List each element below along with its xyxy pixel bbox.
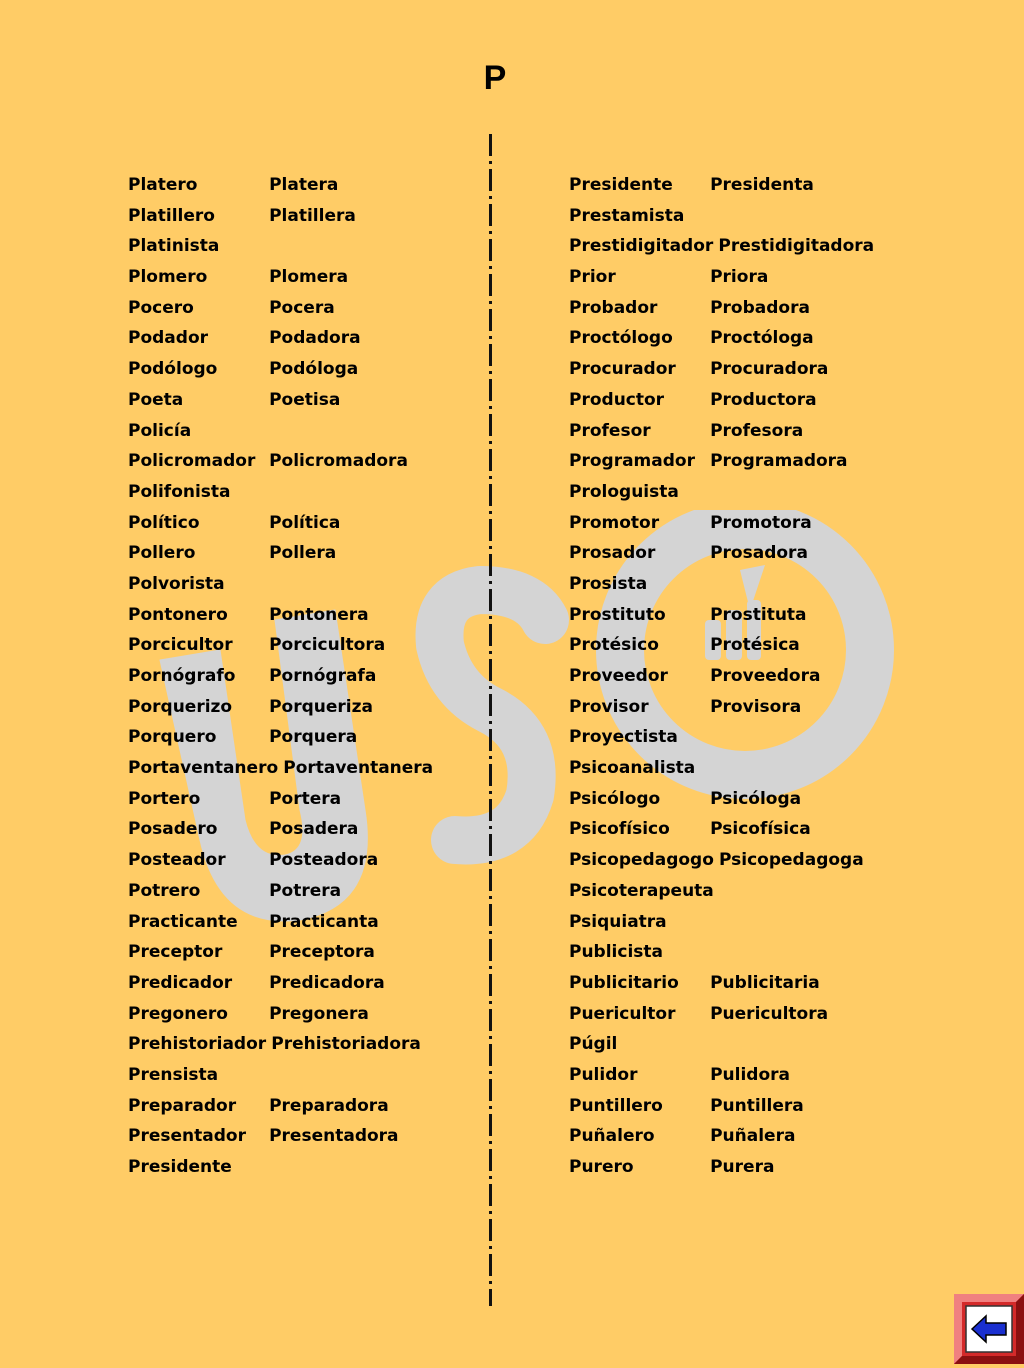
occupation-row xyxy=(569,876,874,907)
occupation-row xyxy=(128,262,433,293)
masculine-form: Platillero xyxy=(128,205,215,226)
masculine-form: Proyectista xyxy=(569,727,678,748)
masculine-form: Prehistoriador xyxy=(128,1034,267,1055)
feminine-form: Platillera xyxy=(269,205,356,226)
left-occupation-column xyxy=(128,170,433,1183)
occupation-row xyxy=(569,354,874,385)
masculine-form: Provisor xyxy=(569,696,649,717)
masculine-form: Psicólogo xyxy=(569,788,661,809)
feminine-form: Psicóloga xyxy=(710,788,802,809)
occupation-row xyxy=(569,1029,874,1060)
occupation-row xyxy=(128,845,433,876)
masculine-form: Pontonero xyxy=(128,604,228,625)
feminine-form: Programadora xyxy=(710,451,848,472)
masculine-form: Proveedor xyxy=(569,666,668,686)
feminine-form: Preceptora xyxy=(269,942,375,963)
feminine-form: Pollera xyxy=(269,543,337,564)
masculine-form: Productor xyxy=(569,389,665,410)
occupation-row xyxy=(128,1060,433,1091)
feminine-form: Practicanta xyxy=(269,911,379,932)
occupation-row xyxy=(569,446,874,477)
masculine-form: Porquero xyxy=(128,727,217,748)
masculine-form: Puericultor xyxy=(569,1003,676,1024)
feminine-form: Publicitaria xyxy=(710,972,820,993)
logo-letter-s xyxy=(440,590,546,840)
masculine-form: Podólogo xyxy=(128,359,218,380)
occupation-row xyxy=(128,753,433,784)
occupation-row xyxy=(569,1152,874,1183)
occupation-row xyxy=(569,1091,874,1122)
masculine-form: Presentador xyxy=(128,1126,246,1147)
masculine-form: Prosador xyxy=(569,543,656,564)
occupation-row xyxy=(569,477,874,508)
occupation-row xyxy=(128,354,433,385)
occupation-row xyxy=(128,323,433,354)
occupation-row xyxy=(569,262,874,293)
masculine-form: Purero xyxy=(569,1157,634,1177)
feminine-form: Presentadora xyxy=(269,1126,399,1147)
feminine-form: Potrera xyxy=(269,880,342,901)
masculine-form: Psicoanalista xyxy=(569,758,696,779)
feminine-form: Portera xyxy=(269,788,342,809)
feminine-form: Probadora xyxy=(710,297,810,318)
occupation-row xyxy=(569,508,874,539)
feminine-form: Procuradora xyxy=(710,359,829,380)
feminine-form: Puntillera xyxy=(710,1095,804,1116)
occupation-row xyxy=(569,201,874,232)
feminine-form: Pontonera xyxy=(269,604,369,625)
occupation-row xyxy=(569,1121,874,1152)
feminine-form: Portaventanera xyxy=(283,758,434,779)
feminine-form: Pornógrafa xyxy=(269,666,377,686)
feminine-form: Profesora xyxy=(710,420,804,441)
masculine-form: Prestamista xyxy=(569,205,685,226)
masculine-form: Prosista xyxy=(569,573,648,594)
masculine-form: Presidente xyxy=(569,175,673,195)
feminine-form: Platera xyxy=(269,175,339,195)
feminine-form: Predicadora xyxy=(269,972,385,993)
occupation-row xyxy=(569,661,874,692)
feminine-form: Protésica xyxy=(710,635,800,656)
masculine-form: Psicoterapeuta xyxy=(569,880,714,901)
occupation-row xyxy=(569,1060,874,1091)
masculine-form: Pocero xyxy=(128,297,194,318)
occupation-row xyxy=(128,385,433,416)
feminine-form: Prestidigitadora xyxy=(718,236,875,257)
feminine-form: Porqueriza xyxy=(269,696,373,717)
occupation-row xyxy=(569,600,874,631)
occupation-row xyxy=(128,416,433,447)
masculine-form: Posteador xyxy=(128,850,226,871)
occupation-row xyxy=(569,937,874,968)
masculine-form: Prologuista xyxy=(569,481,679,502)
back-button[interactable] xyxy=(954,1294,1024,1364)
masculine-form: Psiquiatra xyxy=(569,911,667,932)
occupation-row xyxy=(128,600,433,631)
feminine-form: Provisora xyxy=(710,696,802,717)
occupation-row xyxy=(128,1152,433,1183)
feminine-form: Promotora xyxy=(710,512,812,533)
occupation-row xyxy=(128,446,433,477)
feminine-form: Proctóloga xyxy=(710,328,814,349)
occupation-row xyxy=(569,784,874,815)
occupation-row xyxy=(128,999,433,1030)
masculine-form: Predicador xyxy=(128,972,233,993)
masculine-form: Porcicultor xyxy=(128,635,233,656)
masculine-form: Practicante xyxy=(128,911,238,932)
occupation-row xyxy=(569,416,874,447)
masculine-form: Pollero xyxy=(128,543,196,564)
masculine-form: Porquerizo xyxy=(128,696,233,717)
back-arrow-icon xyxy=(954,1294,1024,1364)
occupation-row xyxy=(569,814,874,845)
occupation-row xyxy=(128,1121,433,1152)
feminine-form: Plomera xyxy=(269,267,349,288)
feminine-form: Prehistoriadora xyxy=(271,1034,421,1055)
masculine-form: Puntillero xyxy=(569,1095,663,1116)
occupation-row xyxy=(569,293,874,324)
masculine-form: Policía xyxy=(128,420,192,441)
masculine-form: Plomero xyxy=(128,267,208,288)
occupation-row xyxy=(569,968,874,999)
occupation-row xyxy=(128,784,433,815)
masculine-form: Pulidor xyxy=(569,1064,638,1085)
masculine-form: Puñalero xyxy=(569,1126,655,1147)
feminine-form: Priora xyxy=(710,267,769,288)
feminine-form: Puñalera xyxy=(710,1126,796,1147)
occupation-row xyxy=(128,968,433,999)
feminine-form: Productora xyxy=(710,389,817,410)
masculine-form: Platero xyxy=(128,175,198,195)
masculine-form: Posadero xyxy=(128,819,218,840)
masculine-form: Presidente xyxy=(128,1157,232,1177)
masculine-form: Psicopedagogo xyxy=(569,850,714,871)
occupation-row xyxy=(128,538,433,569)
masculine-form: Polvorista xyxy=(128,573,225,594)
feminine-form: Porquera xyxy=(269,727,358,748)
feminine-form: Pocera xyxy=(269,297,335,318)
masculine-form: Polifonista xyxy=(128,481,231,502)
occupation-row xyxy=(128,692,433,723)
masculine-form: Policromador xyxy=(128,451,256,472)
masculine-form: Programador xyxy=(569,451,695,472)
masculine-form: Preceptor xyxy=(128,942,223,963)
feminine-form: Prosadora xyxy=(710,543,808,564)
occupation-row xyxy=(128,722,433,753)
occupation-row xyxy=(569,538,874,569)
masculine-form: Pornógrafo xyxy=(128,666,236,686)
page-title: P xyxy=(483,59,507,97)
occupation-row xyxy=(569,845,874,876)
occupation-row xyxy=(128,293,433,324)
masculine-form: Platinista xyxy=(128,236,220,257)
occupation-row xyxy=(128,937,433,968)
feminine-form: Posadera xyxy=(269,819,359,840)
masculine-form: Portero xyxy=(128,788,201,809)
occupation-row xyxy=(128,201,433,232)
occupation-row xyxy=(569,323,874,354)
masculine-form: Profesor xyxy=(569,420,651,441)
occupation-row xyxy=(128,907,433,938)
masculine-form: Protésico xyxy=(569,635,659,656)
masculine-form: Prestidigitador xyxy=(569,236,714,257)
feminine-form: Proveedora xyxy=(710,666,821,686)
feminine-form: Puericultora xyxy=(710,1003,829,1024)
occupation-row xyxy=(128,814,433,845)
masculine-form: Probador xyxy=(569,297,658,318)
feminine-form: Purera xyxy=(710,1157,775,1177)
occupation-row xyxy=(569,569,874,600)
masculine-form: Poeta xyxy=(128,389,184,410)
occupation-row xyxy=(128,1091,433,1122)
masculine-form: Publicista xyxy=(569,942,664,963)
masculine-form: Político xyxy=(128,512,200,533)
masculine-form: Podador xyxy=(128,328,209,349)
feminine-form: Poetisa xyxy=(269,389,341,410)
occupation-row xyxy=(569,753,874,784)
occupation-row xyxy=(128,231,433,262)
occupation-row xyxy=(128,508,433,539)
occupation-row xyxy=(569,231,874,262)
masculine-form: Potrero xyxy=(128,880,201,901)
feminine-form: Presidenta xyxy=(710,175,814,195)
feminine-form: Porcicultora xyxy=(269,635,386,656)
masculine-form: Psicofísico xyxy=(569,819,670,840)
occupation-row xyxy=(569,907,874,938)
feminine-form: Policromadora xyxy=(269,451,408,472)
feminine-form: Posteadora xyxy=(269,850,379,871)
occupation-row xyxy=(569,170,874,201)
masculine-form: Promotor xyxy=(569,512,660,533)
occupation-row xyxy=(128,630,433,661)
occupation-row xyxy=(128,170,433,201)
masculine-form: Prostituto xyxy=(569,604,666,625)
feminine-form: Podadora xyxy=(269,328,361,349)
feminine-form: Podóloga xyxy=(269,359,359,380)
feminine-form: Prostituta xyxy=(710,604,807,625)
masculine-form: Púgil xyxy=(569,1034,618,1055)
feminine-form: Pulidora xyxy=(710,1064,791,1085)
occupation-row xyxy=(569,630,874,661)
occupation-row xyxy=(128,876,433,907)
occupation-row xyxy=(128,661,433,692)
occupation-row xyxy=(569,692,874,723)
masculine-form: Pregonero xyxy=(128,1003,228,1024)
masculine-form: Preparador xyxy=(128,1095,237,1116)
feminine-form: Psicofísica xyxy=(710,819,811,840)
masculine-form: Proctólogo xyxy=(569,328,673,349)
occupation-row xyxy=(569,385,874,416)
masculine-form: Procurador xyxy=(569,359,676,380)
feminine-form: Preparadora xyxy=(269,1095,389,1116)
masculine-form: Publicitario xyxy=(569,972,679,993)
masculine-form: Prior xyxy=(569,267,616,288)
occupation-row xyxy=(569,722,874,753)
feminine-form: Psicopedagoga xyxy=(719,850,864,871)
occupation-row xyxy=(128,477,433,508)
masculine-form: Portaventanero xyxy=(128,758,279,779)
occupation-row xyxy=(128,569,433,600)
feminine-form: Pregonera xyxy=(269,1003,369,1024)
feminine-form: Política xyxy=(269,512,341,533)
masculine-form: Prensista xyxy=(128,1064,219,1085)
column-divider xyxy=(489,134,492,1306)
occupation-row xyxy=(569,999,874,1030)
occupation-row xyxy=(128,1029,433,1060)
right-occupation-column xyxy=(569,170,874,1183)
